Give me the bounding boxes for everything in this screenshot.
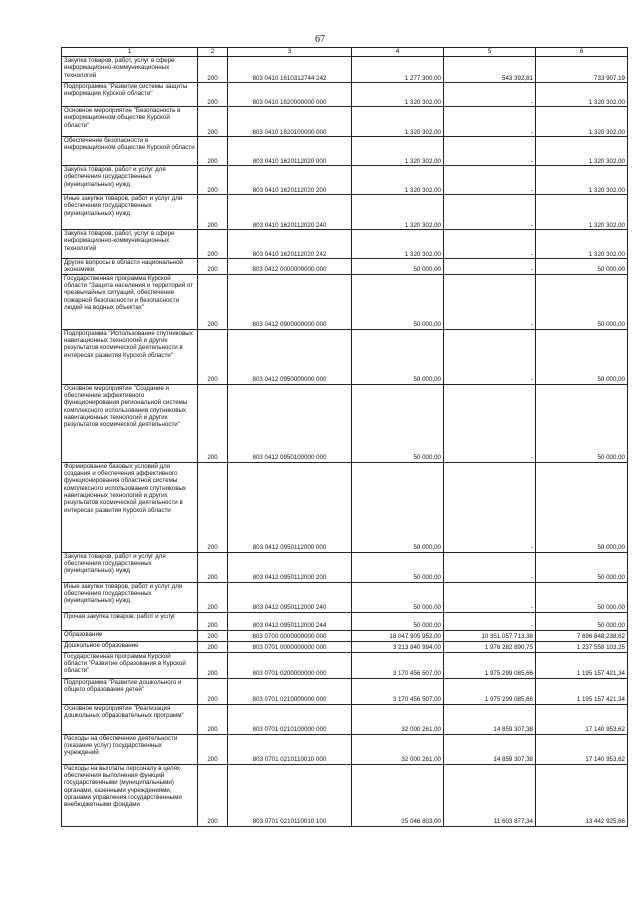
row-value-5: 10 351 057 713,38 [444, 630, 536, 641]
row-value-5: 1 975 299 085,66 [444, 652, 536, 678]
table-row [62, 652, 628, 678]
table-row [62, 384, 628, 462]
row-value-5: - [444, 166, 536, 195]
row-value-4: 1 320 302,00 [352, 195, 444, 230]
row-col2: 200 [198, 612, 228, 630]
row-name: Расходы на обеспечение деятельности (оказание услуг) государственных учреждений [62, 734, 198, 764]
column-header: 3 [228, 48, 352, 57]
row-col2: 200 [198, 274, 228, 329]
row-code: 803 0410 1620112020 000 [228, 137, 352, 166]
row-value-6: 50 000,00 [536, 552, 628, 582]
row-value-5: 1 975 299 085,66 [444, 678, 536, 704]
row-code: 803 0412 0950100000 000 [228, 384, 352, 462]
row-col2: 200 [198, 734, 228, 764]
row-col2: 200 [198, 329, 228, 384]
row-value-6: 17 140 953,62 [536, 704, 628, 734]
row-value-5: - [444, 612, 536, 630]
row-col2: 200 [198, 107, 228, 137]
row-col2: 200 [198, 630, 228, 641]
row-name: Основное мероприятие "Безопасность в информационном обществе Курской области" [62, 107, 198, 137]
row-value-6: 50 000,00 [536, 384, 628, 462]
column-header: 4 [352, 48, 444, 57]
row-name: Иные закупки товаров, работ и услуг для обеспечения государственных (муниципальных) нужд [62, 582, 198, 612]
row-name: Государственная программа Курской области "Защита населения и территорий от чрезвычайных ситуаций, обеспечение пожарной безопасности и безопасности людей на водных объектах" [62, 274, 198, 329]
row-value-4: 32 000 261,00 [352, 704, 444, 734]
row-value-4: 1 320 302,00 [352, 83, 444, 107]
row-col2: 200 [198, 259, 228, 275]
row-code: 803 0412 0950112000 200 [228, 552, 352, 582]
column-header: 2 [198, 48, 228, 57]
row-value-6: 1 320 302,00 [536, 166, 628, 195]
row-value-5: - [444, 552, 536, 582]
row-value-4: 3 170 456 507,00 [352, 678, 444, 704]
row-name: Подпрограмма "Использование спутниковых навигационных технологий и других результатов космической деятельности в интересах развития Курской области" [62, 329, 198, 384]
row-value-4: 50 000,00 [352, 329, 444, 384]
table-row [62, 230, 628, 259]
row-value-6: 1 320 302,00 [536, 137, 628, 166]
row-code: 803 0412 0950112000 244 [228, 612, 352, 630]
row-code: 803 0410 1620112020 242 [228, 230, 352, 259]
row-value-5: 11 603 877,34 [444, 764, 536, 826]
row-value-5: - [444, 195, 536, 230]
table-row [62, 612, 628, 630]
row-name: Иные закупки товаров, работ и услуг для обеспечения государственных (муниципальных) нужд [62, 195, 198, 230]
row-code: 803 0412 0950112000 240 [228, 582, 352, 612]
table-row [62, 582, 628, 612]
table-row [62, 166, 628, 195]
table-row [62, 704, 628, 734]
row-col2: 200 [198, 57, 228, 83]
row-value-4: 50 000,00 [352, 462, 444, 552]
row-value-5: 14 859 307,38 [444, 704, 536, 734]
row-code: 803 0700 0000000000 000 [228, 630, 352, 641]
row-col2: 200 [198, 641, 228, 652]
row-value-5: - [444, 384, 536, 462]
row-col2: 200 [198, 230, 228, 259]
row-value-6: 1 195 157 421,34 [536, 652, 628, 678]
row-value-6: 50 000,00 [536, 582, 628, 612]
row-code: 803 0701 0000000000 000 [228, 641, 352, 652]
row-code: 803 0701 0210000000 000 [228, 678, 352, 704]
row-col2: 200 [198, 166, 228, 195]
row-value-4: 50 000,00 [352, 582, 444, 612]
table-row [62, 734, 628, 764]
row-code: 803 0412 0900000000 000 [228, 274, 352, 329]
row-value-6: 50 000,00 [536, 329, 628, 384]
table-row [62, 195, 628, 230]
row-value-6: 1 195 157 421,34 [536, 678, 628, 704]
table-row [62, 274, 628, 329]
row-value-6: 50 000,00 [536, 462, 628, 552]
row-col2: 200 [198, 704, 228, 734]
table-row [62, 764, 628, 826]
row-value-4: 3 170 456 507,00 [352, 652, 444, 678]
row-col2: 200 [198, 137, 228, 166]
row-code: 803 0412 0000000000 000 [228, 259, 352, 275]
table-row [62, 552, 628, 582]
row-code: 803 0410 1620112020 240 [228, 195, 352, 230]
row-value-4: 25 046 803,00 [352, 764, 444, 826]
row-code: 803 0701 0210110010 100 [228, 764, 352, 826]
row-name: Дошкольное образование [62, 641, 198, 652]
column-header: 6 [536, 48, 628, 57]
table-row [62, 630, 628, 641]
row-value-5: 14 859 307,38 [444, 734, 536, 764]
row-value-6: 1 237 558 103,25 [536, 641, 628, 652]
row-value-4: 50 000,00 [352, 259, 444, 275]
row-value-6: 1 320 302,00 [536, 195, 628, 230]
row-name: Закупка товаров, работ, услуг в сфере информационно-коммуникационных технологий [62, 57, 198, 83]
row-col2: 200 [198, 652, 228, 678]
row-value-5: - [444, 259, 536, 275]
row-code: 803 0410 1610312744 242 [228, 57, 352, 83]
column-header: 5 [444, 48, 536, 57]
row-col2: 200 [198, 195, 228, 230]
row-value-5: 543 392,81 [444, 57, 536, 83]
row-col2: 200 [198, 83, 228, 107]
table-row [62, 329, 628, 384]
row-code: 803 0701 0200000000 000 [228, 652, 352, 678]
row-col2: 200 [198, 764, 228, 826]
table-row [62, 462, 628, 552]
table-header-row [62, 48, 628, 57]
row-value-5: 1 976 282 890,75 [444, 641, 536, 652]
row-code: 803 0701 0210110010 000 [228, 734, 352, 764]
row-col2: 200 [198, 384, 228, 462]
row-value-6: 13 442 925,66 [536, 764, 628, 826]
row-name: Основное мероприятие "Создание и обеспечение эффективного функционирования региональной системы комплексного использования спутниковых навигационных технологий и других результатов космической деятельности" [62, 384, 198, 462]
row-col2: 200 [198, 462, 228, 552]
row-value-4: 50 000,00 [352, 612, 444, 630]
row-value-5: - [444, 137, 536, 166]
row-value-6: 50 000,00 [536, 259, 628, 275]
row-name: Прочая закупка товаров, работ и услуг [62, 612, 198, 630]
row-value-4: 1 320 302,00 [352, 166, 444, 195]
row-value-4: 50 000,00 [352, 274, 444, 329]
row-value-6: 17 140 953,62 [536, 734, 628, 764]
row-code: 803 0410 1620112020 200 [228, 166, 352, 195]
row-name: Государственная программа Курской области "Развитие образования в Курской области" [62, 652, 198, 678]
row-value-5: - [444, 230, 536, 259]
row-value-6: 733 907,19 [536, 57, 628, 83]
row-name: Закупка товаров, работ и услуг для обеспечения государственных (муниципальных) нужд [62, 552, 198, 582]
row-value-6: 1 320 302,00 [536, 230, 628, 259]
row-name: Подпрограмма "Развитие дошкольного и общего образования детей" [62, 678, 198, 704]
row-value-4: 18 047 905 952,00 [352, 630, 444, 641]
table-row [62, 259, 628, 275]
row-name: Подпрограмма "Развитие системы защиты информации Курской области" [62, 83, 198, 107]
row-value-5: - [444, 582, 536, 612]
row-code: 803 0410 1620000000 000 [228, 83, 352, 107]
row-value-6: 7 696 848 238,62 [536, 630, 628, 641]
page-number: 67 [315, 34, 325, 45]
row-value-4: 1 320 302,00 [352, 137, 444, 166]
row-value-4: 1 277 300,00 [352, 57, 444, 83]
row-value-4: 32 000 261,00 [352, 734, 444, 764]
row-value-6: 50 000,00 [536, 274, 628, 329]
table-row [62, 83, 628, 107]
row-code: 803 0701 0210100000 000 [228, 704, 352, 734]
row-value-6: 1 320 302,00 [536, 107, 628, 137]
row-name: Обеспечение безопасности в информационном обществе Курской области [62, 137, 198, 166]
row-value-5: - [444, 107, 536, 137]
row-col2: 200 [198, 582, 228, 612]
row-name: Закупка товаров, работ, услуг в сфере информационно-коммуникационных технологий [62, 230, 198, 259]
table-row [62, 107, 628, 137]
row-value-6: 1 320 302,00 [536, 83, 628, 107]
row-name: Формирование базовых условий для создания и обеспечения эффективного функционирования областной системы комплексного использования спутниковых навигационных технологий и других результатов космической деятельности в интересах развития Курской области [62, 462, 198, 552]
row-name: Закупка товаров, работ и услуг для обеспечения государственных (муниципальных) нужд [62, 166, 198, 195]
row-name: Другие вопросы в области национальной экономики [62, 259, 198, 275]
row-name: Основное мероприятие "Реализация дошкольных образовательных программ" [62, 704, 198, 734]
row-value-4: 3 213 840 994,00 [352, 641, 444, 652]
row-name: Расходы на выплаты персоналу в целях обеспечения выполнения функций государственными (муниципальными) органами, казенными учреждениями, органами управления государственными внебюджетными фондами [62, 764, 198, 826]
table-row [62, 57, 628, 83]
row-value-5: - [444, 329, 536, 384]
row-value-4: 1 320 302,00 [352, 230, 444, 259]
table-row [62, 678, 628, 704]
row-value-4: 1 320 302,00 [352, 107, 444, 137]
row-code: 803 0410 1620100000 000 [228, 107, 352, 137]
row-value-5: - [444, 274, 536, 329]
row-value-5: - [444, 462, 536, 552]
column-header: 1 [62, 48, 198, 57]
row-code: 803 0412 0950112000 000 [228, 462, 352, 552]
row-value-4: 50 000,00 [352, 552, 444, 582]
row-value-6: 50 000,00 [536, 612, 628, 630]
budget-table [61, 47, 628, 827]
row-value-4: 50 000,00 [352, 384, 444, 462]
table-row [62, 641, 628, 652]
row-col2: 200 [198, 678, 228, 704]
row-value-5: - [444, 83, 536, 107]
row-col2: 200 [198, 552, 228, 582]
row-code: 803 0412 0950000000 000 [228, 329, 352, 384]
table-row [62, 137, 628, 166]
row-name: Образование [62, 630, 198, 641]
